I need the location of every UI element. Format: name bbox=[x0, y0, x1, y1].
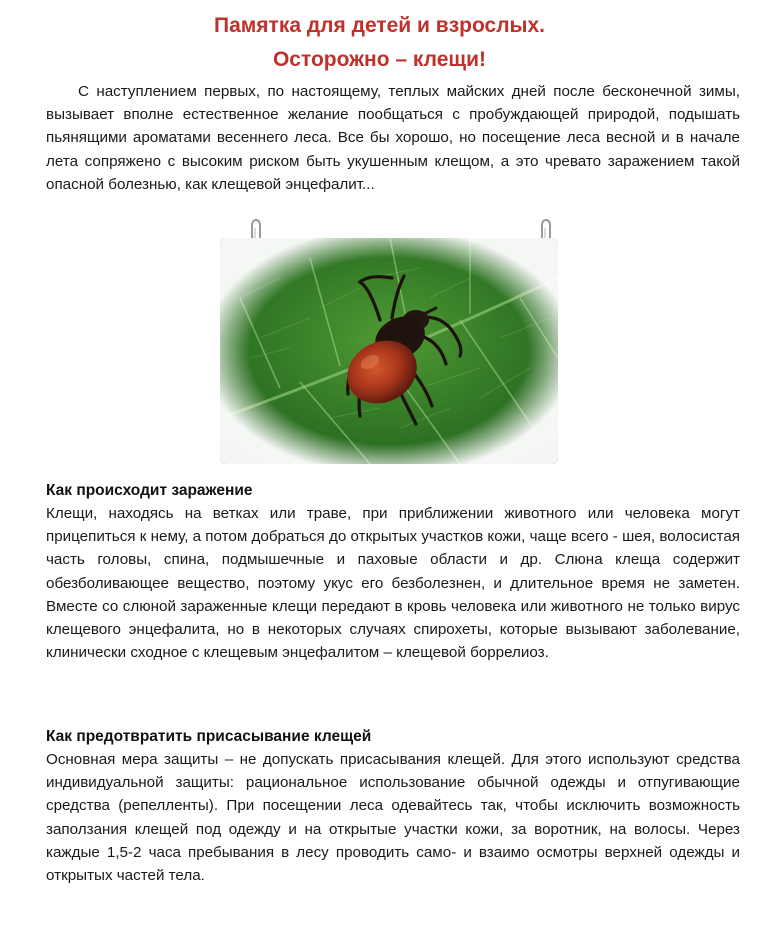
title-line-1: Памятка для детей и взрослых. bbox=[213, 14, 545, 37]
section-text-prevention: Основная мера защиты – не допускать присасывания клещей. Для этого используют средства индивидуальной защиты: рациональное использование обычной одежды и отпугивающие средства (репелленты). При посещении леса одевайтесь так, чтобы исключить возможность заползания клещей под одежду и на открытые участки кожи, за воротник, на волосы. Через каждые 1,5-2 часа пребывания в лесу проводить само- и взаимо осмотры верхней одежды и открытых частей тела. bbox=[46, 751, 740, 885]
tick-illustration bbox=[220, 238, 558, 464]
intro-paragraph: С наступлением первых, по настоящему, теплых майских дней после бесконечной зимы, вызывает вполне естественное желание пообщаться с пробуждающей природой, подышать пьянящими ароматами весеннего леса. Все бы хорошо, но посещение леса весной и в начале лета сопряжено с высоким риском быть укушенным клещом, а это чревато заражением такой опасной болезнью, как клещевой энцефалит... bbox=[46, 83, 740, 193]
section-text-infection: Клещи, находясь на ветках или траве, при приближении животного или человека могут прицепиться к нему, а потом добраться до открытых участков кожи, чаще всего - шея, волосистая часть головы, спина, подмышечные и паховые области и др. Слюна клеща содержит обезболивающее вещество, поэтому укус его безболезнен, и длительное время не заметен. Вместе со слюной зараженные клещи передают в кровь человека или животного не только вирус клещевого энцефалита, но в некоторых случаях спирохеты, которые вызывают заболевание, клинически сходное с клещевым энцефалитом – клещевой боррелиоз. bbox=[46, 505, 740, 662]
section-heading-prevention: Как предотвратить присасывание клещей bbox=[46, 728, 372, 745]
section-heading-infection: Как происходит заражение bbox=[46, 482, 253, 499]
tick-on-leaf-photo bbox=[220, 238, 558, 464]
title-line-2: Осторожно – клещи! bbox=[272, 48, 487, 71]
